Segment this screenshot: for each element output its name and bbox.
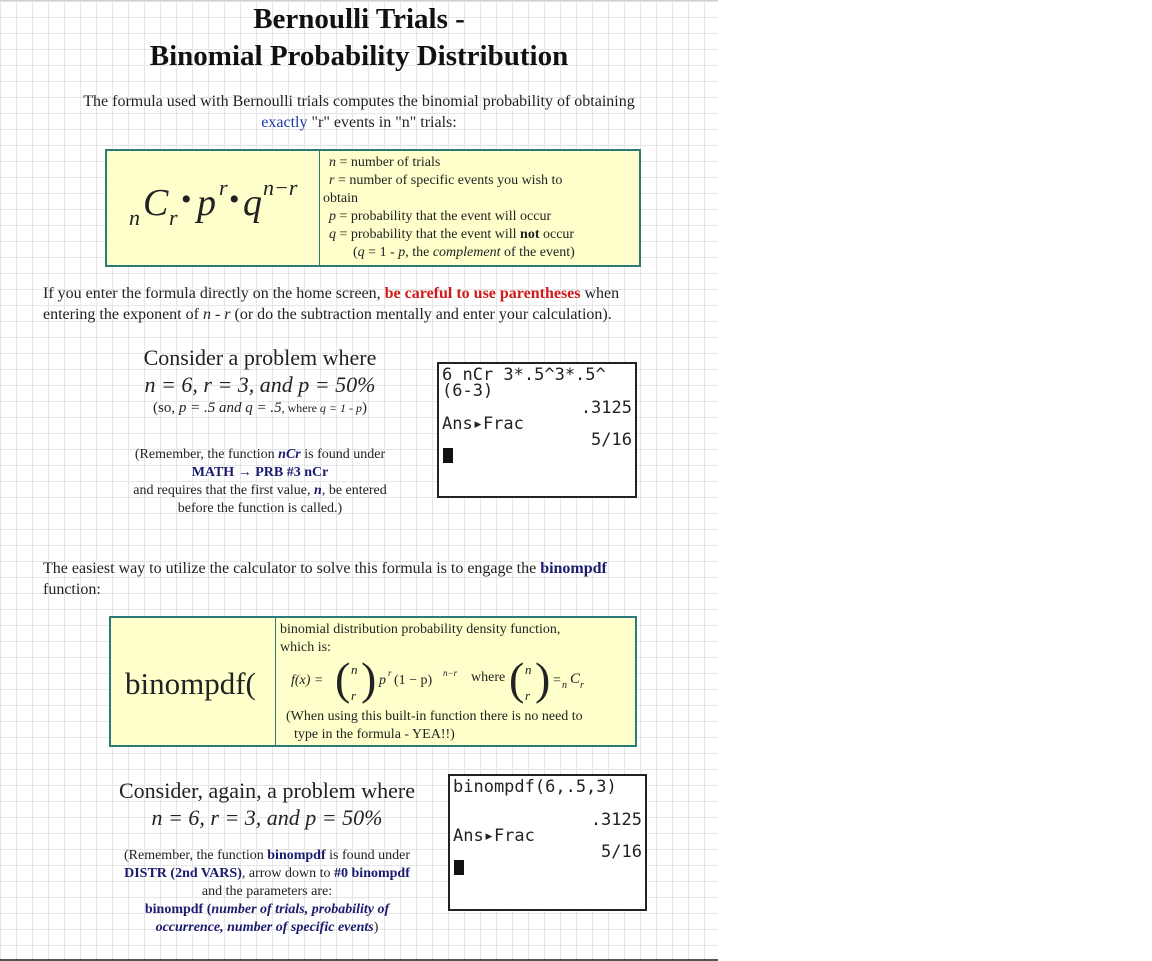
def-r-cont: obtain	[323, 191, 358, 206]
remember2-line1: (Remember, the function binompdf is found under	[123, 848, 411, 863]
binompdf-box-divider	[275, 618, 276, 745]
problem1-so: (so, p = .5 and q = .5, where q = 1 - p)	[152, 400, 367, 416]
formula-box-divider	[319, 151, 320, 265]
page-title-line1: Bernoulli Trials -	[253, 3, 465, 35]
binom2-paren-left: (	[509, 653, 525, 704]
formula-q: q	[243, 182, 262, 224]
binompdf-box	[109, 616, 637, 747]
problem1-values: n = 6, r = 3, and p = 50%	[144, 372, 376, 397]
binompdf-intro-line2: function:	[43, 581, 101, 598]
remember2-line3: and the parameters are:	[201, 884, 333, 899]
def-n: n = number of trials	[329, 155, 441, 170]
formula-dot1: •	[181, 183, 192, 216]
binompdf-syntax-line1: binompdf (number of trials, probability of	[144, 902, 390, 917]
calc2-line2: Ans▸Frac	[453, 826, 535, 846]
page-title-line2: Binomial Probability Distribution	[149, 40, 569, 72]
pmf-eq: =	[553, 673, 561, 688]
calc1-line3: Ans▸Frac	[442, 414, 524, 434]
problem2-remember	[96, 847, 438, 937]
binom-paren-left: (	[335, 653, 351, 704]
problem2-values: n = 6, r = 3, and p = 50%	[151, 805, 383, 830]
binom-r: r	[351, 688, 357, 703]
calc1-result1: .3125	[580, 398, 632, 418]
calculator-screen-2	[448, 774, 647, 911]
pmf-where: where	[471, 670, 506, 685]
pmf-f: f(x) =	[291, 673, 324, 688]
formula-sub-n: n	[129, 205, 140, 230]
formula-sub-r: r	[169, 205, 178, 230]
calc1-line1: 6 nCr 3*.5^3*.5^	[442, 365, 606, 385]
binompdf-syntax-line2: occurrence, number of specific events)	[155, 920, 379, 935]
binomial-pmf-formula	[291, 653, 631, 710]
warning-line1: If you enter the formula directly on the home screen, be careful to use parentheses when	[43, 285, 620, 302]
combination-formula	[129, 175, 319, 255]
binompdf-desc1: binomial distribution probability density function,	[280, 622, 561, 637]
pmf-ncr-r: r	[580, 680, 584, 691]
def-complement: (q = 1 - p, the complement of the event)	[353, 245, 575, 260]
pmf-ncr-n: n	[562, 680, 567, 691]
formula-C: C	[143, 182, 169, 224]
def-r: r = number of specific events you wish to	[329, 173, 563, 188]
binompdf-intro	[43, 558, 703, 600]
pmf-ncr-C: C	[570, 671, 581, 687]
binom-n: n	[351, 662, 358, 677]
parentheses-warning	[43, 283, 703, 325]
pmf-tail: (1 − p)	[394, 673, 433, 688]
intro-line2	[20, 112, 698, 133]
calculator-screen-1	[437, 362, 637, 498]
binompdf-intro-line1: The easiest way to utilize the calculator to solve this formula is to engage the binompdf	[43, 560, 607, 577]
formula-box	[105, 149, 641, 267]
calc2-result1: .3125	[590, 810, 642, 830]
exactly-link[interactable]: exactly	[261, 114, 308, 131]
remember-line3: and requires that the first value, n, be entered	[133, 483, 387, 498]
pmf-sup-r: r	[388, 668, 392, 678]
pmf-p: p	[379, 673, 386, 688]
problem2-block	[100, 777, 434, 831]
formula-dot2: •	[229, 183, 240, 216]
remember2-line2: DISTR (2nd VARS), arrow down to #0 binompdf	[124, 866, 410, 881]
remember-line1: (Remember, the function nCr is found under	[134, 447, 386, 462]
calc2-cursor	[454, 860, 464, 875]
binom-paren-right: )	[361, 653, 377, 704]
def-p: p = probability that the event will occur	[329, 209, 552, 224]
intro-line1: The formula used with Bernoulli trials computes the binomial probability of obtaining	[83, 93, 635, 110]
variable-definitions	[323, 154, 639, 262]
problem1-heading: Consider a problem where	[143, 345, 377, 370]
def-q: q = probability that the event will not occur	[329, 227, 575, 242]
formula-p: p	[197, 182, 216, 224]
calc2-line1: binompdf(6,.5,3)	[453, 777, 617, 797]
binompdf-desc2: which is:	[280, 640, 331, 655]
intro-rn: "r" events in "n" trials:	[307, 114, 457, 131]
calc1-line2: (6-3)	[442, 381, 494, 401]
formula-sup-nr: n−r	[263, 175, 298, 200]
ncr-menu-path: MATH → PRB #3 nCr	[191, 465, 329, 480]
binom2-n: n	[525, 662, 532, 677]
pmf-sup-nr: n−r	[443, 668, 458, 678]
warning-line2: entering the exponent of n - r (or do the subtraction mentally and enter your calculation).	[43, 306, 612, 323]
binompdf-description	[280, 621, 634, 657]
remember-line4: before the function is called.)	[177, 501, 343, 516]
binom2-r: r	[525, 688, 531, 703]
intro-paragraph	[20, 91, 698, 133]
binompdf-note1: (When using this built-in function there is no need to	[286, 709, 583, 724]
binom2-paren-right: )	[535, 653, 551, 704]
problem1-remember	[100, 446, 420, 518]
problem1-block	[100, 344, 420, 418]
calc1-cursor	[443, 448, 453, 463]
warning-highlight: be careful to use parentheses	[384, 285, 581, 302]
problem2-heading: Consider, again, a problem where	[118, 778, 416, 803]
formula-sup-r: r	[219, 175, 228, 200]
calc1-result2: 5/16	[591, 430, 632, 450]
binompdf-label: binompdf(	[125, 666, 256, 701]
binompdf-note2: type in the formula - YEA!!)	[294, 727, 455, 742]
binompdf-note	[286, 708, 636, 744]
calc2-result2: 5/16	[601, 842, 642, 862]
